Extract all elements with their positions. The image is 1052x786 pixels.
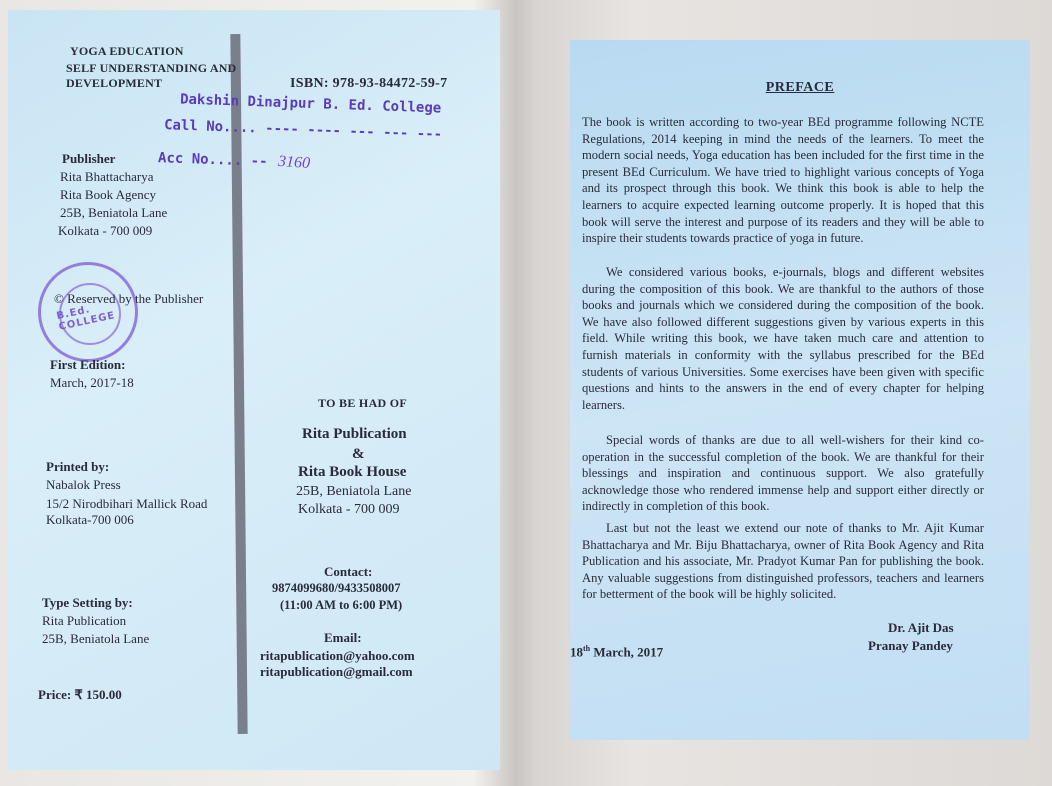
publisher-line: Kolkata - 700 009 xyxy=(58,223,153,238)
college-seal-stamp xyxy=(38,262,138,362)
book-title-line-3: DEVELOPMENT xyxy=(66,76,163,90)
library-stamp-college: Dakshin Dinajpur B. Ed. College xyxy=(179,91,442,117)
email-heading: Email: xyxy=(324,630,362,645)
type-setting-heading: Type Setting by: xyxy=(42,595,133,610)
author-name: Dr. Ajit Das xyxy=(888,620,954,635)
type-setting-line: 25B, Beniatola Lane xyxy=(42,631,150,646)
isbn: ISBN: 978-93-84472-59-7 xyxy=(290,76,448,91)
distributor-name-2: Rita Book House xyxy=(298,464,407,480)
book-title-line-1: YOGA EDUCATION xyxy=(70,44,184,58)
preface-paragraph xyxy=(582,520,984,603)
preface-paragraph-text: Last but not the least we extend our note of thanks to Mr. Ajit Kumar Bhattacharya and Mr. Biju Bhattacharya, owner of Rita Book Agency and Rita Publication and his associate, Mr. Pradyot Kumar Pan for publishing the book. Any valuable suggestions from distinguished professors, teachers and learners for betterment of the book will be highly solicited. xyxy=(582,521,984,602)
author-name: Pranay Pandey xyxy=(868,638,953,653)
preface-date-suffix: th xyxy=(583,644,591,653)
distributor-ampersand: & xyxy=(352,446,365,462)
edition-value: March, 2017-18 xyxy=(50,375,134,390)
preface-paragraph xyxy=(582,264,984,413)
college-seal-text: B.Ed. COLLEGE xyxy=(55,304,117,333)
publisher-heading: Publisher xyxy=(62,151,116,166)
email-address: ritapublication@gmail.com xyxy=(260,664,413,679)
accession-number-handwritten: 3160 xyxy=(277,152,311,173)
distributor-address-1: 25B, Beniatola Lane xyxy=(296,484,412,499)
distributor-address-2: Kolkata - 700 009 xyxy=(298,502,400,517)
book-title-line-2: SELF UNDERSTANDING AND xyxy=(66,61,237,75)
preface-date-rest: March, 2017 xyxy=(593,644,664,660)
contact-phones: 9874099680/9433508007 xyxy=(272,581,401,595)
copyright-notice: © Reserved by the Publisher xyxy=(54,291,204,306)
preface-title: PREFACE xyxy=(765,80,835,95)
printed-by-heading: Printed by: xyxy=(46,459,110,474)
edition-heading: First Edition: xyxy=(50,357,126,372)
imprint-page xyxy=(8,10,500,770)
publisher-line: Rita Bhattacharya xyxy=(60,169,154,184)
preface-paragraph-text: We considered various books, e-journals, blogs and different websites during the composition of this book. We are thankful to the authors of those books and journals which we considered during the composition of the book. We have also followed different suggestions given by various experts in this field. While writing this book, we have taken much care and attention to furnish materials in conformity with the syllabus prescribed for the BEd students of various Universities. Some exercises have been given with specific questions and hints to the answers in the end of every chapter for helping learners. xyxy=(582,265,984,412)
publisher-line: 25B, Beniatola Lane xyxy=(60,205,168,220)
type-setting-line: Rita Publication xyxy=(42,613,127,628)
distributor-name-1: Rita Publication xyxy=(302,426,407,442)
to-be-had-heading: TO BE HAD OF xyxy=(318,396,408,410)
preface-paragraph xyxy=(582,432,984,515)
publisher-line: Rita Book Agency xyxy=(60,187,157,202)
preface-paragraph-text: Special words of thanks are due to all well-wishers for their kind co-operation in the successful completion of the book. We are thankful for their blessings and inspiration and continuous support. We also gratefully acknowledge those who rendered immense help and support either directly or indirectly in completion of this book. xyxy=(582,433,984,514)
email-address: ritapublication@yahoo.com xyxy=(260,648,415,663)
printed-by-line: 15/2 Nirodbihari Mallick Road xyxy=(46,496,208,511)
preface-paragraph xyxy=(582,114,984,247)
printed-by-line: Kolkata-700 006 xyxy=(46,512,134,527)
preface-page xyxy=(570,40,1030,740)
preface-date xyxy=(570,644,663,660)
price: Price: ₹ 150.00 xyxy=(38,687,122,702)
contact-hours: (11:00 AM to 6:00 PM) xyxy=(280,598,403,612)
library-stamp-call-no: Call No.... ---- ---- --- --- --- xyxy=(163,117,443,143)
preface-paragraph-text: The book is written according to two-year BEd programme following NCTE Regulations, 2014 keeping in mind the needs of the learners. To meet the modern social needs, Yoga education has been included for the first time in the present BEd Curriculum. We have tried to highlight various concepts of Yoga and its prospect through this book. We think this book is able to help the learners to acquire expected learning outcome properly. It is hoped that this book will serve the interest and purpose of its readers and they will be able to inspire their students towards practice of yoga in future. xyxy=(582,115,984,246)
library-stamp-acc-no: Acc No.... -- xyxy=(157,150,268,170)
printed-by-line: Nabalok Press xyxy=(46,477,121,492)
contact-heading: Contact: xyxy=(324,564,373,579)
page-divider-bar xyxy=(230,34,247,734)
preface-date-day: 18 xyxy=(570,644,583,660)
